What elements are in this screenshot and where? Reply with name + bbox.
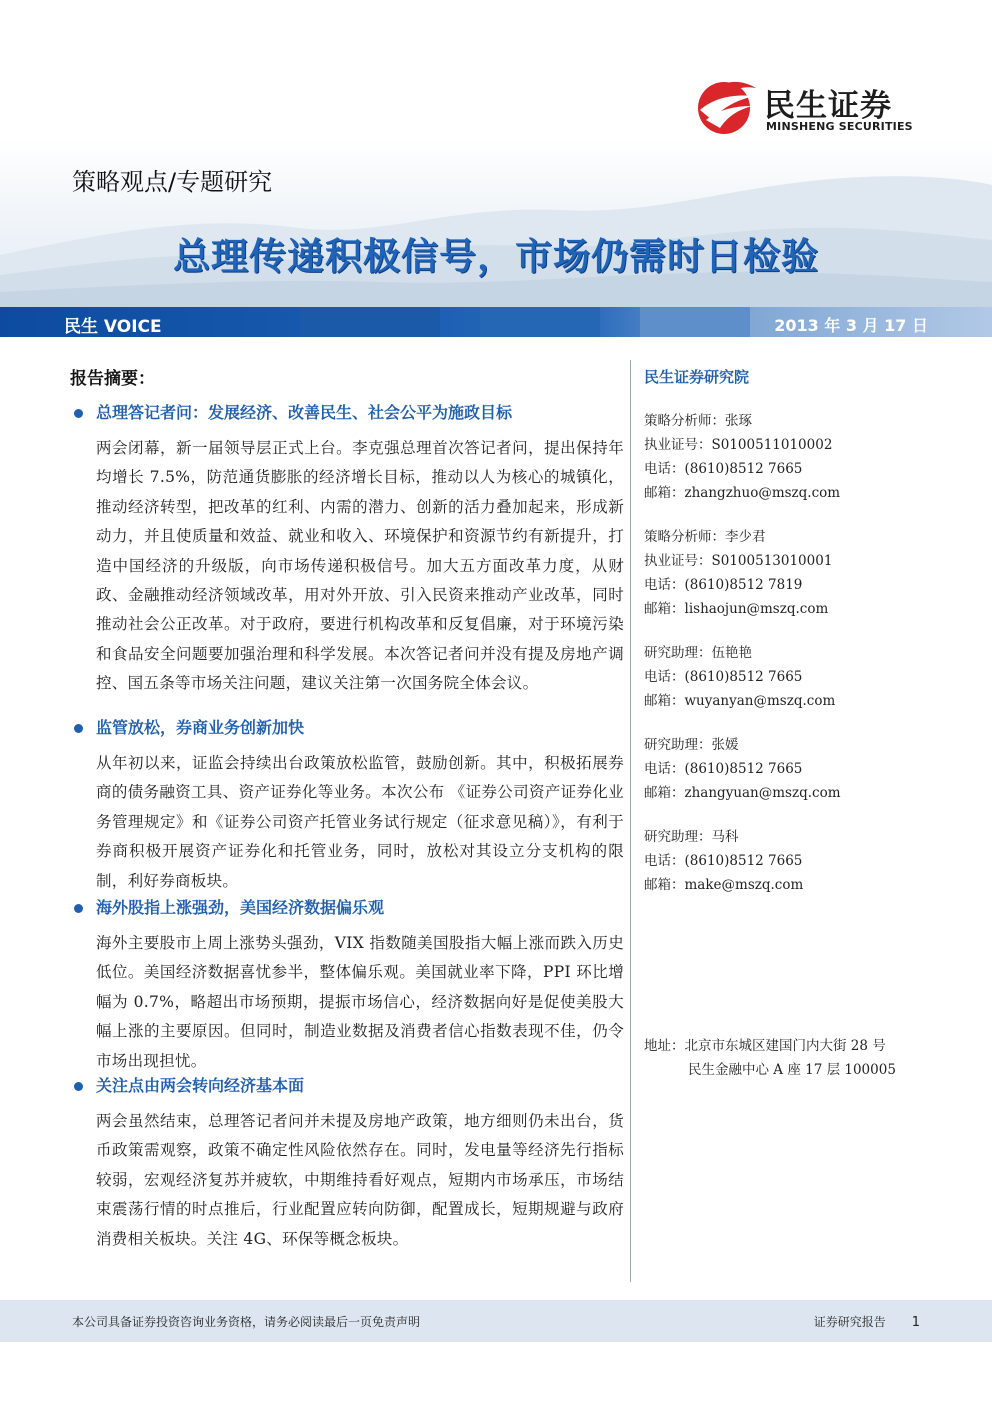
band-voice-label: 民生 VOICE — [64, 317, 162, 337]
section-body: 两会闭幕，新一届领导层正式上台。李克强总理首次答记者问，提出保持年均增长 7.5%，防范通货膨胀的经济增长目标，推动以人为核心的城镇化，推动经济转型，把改革的红利、内需的潜力、创新的活力叠加起来，形成新动力，并且使质量和效益、就业和收入、环境保护和资源节约有新提升，打造中国经济的升级版，向市场传递积极信号。加大五方面改革力度，从财政、金融推动经济领域改革，用对外开放、引入民资来推动产业改革，同时推动社会公正改革。对于政府，要进行机构改革和反复倡廉，对于环境污染和食品安全问题要加强治理和科学发展。本次答记者问并没有提及房地产调控、国五条等市场关注问题，建议关注第一次国务院全体会议。 — [96, 439, 624, 693]
section-heading: 关注点由两会转向经济基本面 — [72, 1075, 624, 1097]
footer-doc-type: 证券研究报告 — [813, 1315, 886, 1329]
bullet-icon — [74, 904, 83, 913]
section-4 — [72, 1075, 624, 1254]
analyst-phone: 电话：(8610)8512 7819 — [644, 577, 803, 593]
analyst-sidebar — [644, 366, 944, 917]
logo-name-en: MINSHENG SECURITIES — [766, 120, 913, 133]
analyst-role: 策略分析师：李少君 — [644, 529, 766, 545]
analyst-email[interactable]: 邮箱：lishaojun@mszq.com — [644, 601, 829, 617]
analyst-cert: 执业证号：S0100511010002 — [644, 437, 833, 453]
analyst-cert: 执业证号：S0100513010001 — [644, 553, 833, 569]
bullet-icon — [74, 409, 83, 418]
assistant-email[interactable]: 邮箱：wuyanyan@mszq.com — [644, 693, 836, 709]
logo-name-cn: 民生证券 — [764, 88, 892, 124]
assistant-contact — [644, 641, 944, 713]
footer-disclaimer: 本公司具备证券投资咨询业务资格，请务必阅读最后一页免责声明 — [72, 1315, 421, 1329]
company-address — [644, 1034, 896, 1082]
report-type: 策略观点/专题研究 — [72, 168, 273, 196]
analyst-role: 策略分析师：张琢 — [644, 413, 752, 429]
assistant-contact — [644, 733, 944, 805]
minsheng-logo-icon — [694, 76, 758, 136]
bullet-icon — [74, 724, 83, 733]
assistant-role: 研究助理：伍艳艳 — [644, 645, 752, 661]
report-title: 总理传递积极信号，市场仍需时日检验 — [173, 235, 819, 278]
assistant-role: 研究助理：张媛 — [644, 737, 739, 753]
company-logo — [694, 76, 924, 142]
institute-name: 民生证券研究院 — [644, 368, 750, 386]
address-line: 地址：北京市东城区建国门内大街 28 号 — [644, 1038, 886, 1054]
footer-info — [814, 1313, 920, 1330]
section-2 — [72, 717, 624, 896]
section-heading: 总理答记者问：发展经济、改善民生、社会公平为施政目标 — [72, 402, 624, 424]
abstract-title: 报告摘要： — [70, 369, 155, 389]
assistant-email[interactable]: 邮箱：make@mszq.com — [644, 877, 804, 893]
section-body: 两会虽然结束，总理答记者问并未提及房地产政策，地方细则仍未出台，货币政策需观察，政策不确定性风险依然存在。同时，发电量等经济先行指标较弱，宏观经济复苏并疲软，中期维持看好观点，短期内市场承压，市场结束震荡行情的时点推后，行业配置应转向防御，配置成长，短期规避与政府消费相关板块。关注 4G、环保等概念板块。 — [96, 1112, 624, 1248]
assistant-role: 研究助理：马科 — [644, 829, 739, 845]
section-3 — [72, 897, 624, 1076]
assistant-phone: 电话：(8610)8512 7665 — [644, 669, 803, 685]
page-number: 1 — [911, 1315, 920, 1330]
section-heading: 海外股指上涨强劲，美国经济数据偏乐观 — [72, 897, 624, 919]
analyst-phone: 电话：(8610)8512 7665 — [644, 461, 803, 477]
analyst-email[interactable]: 邮箱：zhangzhuo@mszq.com — [644, 485, 841, 501]
column-divider — [630, 360, 631, 1282]
analyst-contact — [644, 525, 944, 621]
assistant-phone: 电话：(8610)8512 7665 — [644, 853, 803, 869]
report-date: 2013 年 3 月 17 日 — [774, 316, 928, 335]
section-body: 海外主要股市上周上涨势头强劲，VIX 指数随美国股指大幅上涨而跌入历史低位。美国经济数据喜忧参半，整体偏乐观。美国就业率下降，PPI 环比增幅为 0.7%，略超出市场预期，提振市场信心，经济数据向好是促使美股大幅上涨的主要原因。但同时，制造业数据及消费者信心指数表现不佳，仍令市场出现担忧。 — [96, 934, 624, 1070]
section-body: 从年初以来，证监会持续出台政策放松监管，鼓励创新。其中，积极拓展券商的债务融资工具、资产证券化等业务。本次公布 《证券公司资产证券化业务管理规定》和《证券公司资产托管业务试行规定（征求意见稿）》，有利于券商积极开展资产证券化和托管业务，同时，放松对其设立分支机构的限制，利好券商板块。 — [96, 754, 624, 890]
analyst-contact — [644, 409, 944, 505]
assistant-phone: 电话：(8610)8512 7665 — [644, 761, 803, 777]
assistant-email[interactable]: 邮箱：zhangyuan@mszq.com — [644, 785, 841, 801]
section-1 — [72, 402, 624, 699]
section-heading: 监管放松，券商业务创新加快 — [72, 717, 624, 739]
address-line: 民生金融中心 A 座 17 层 100005 — [688, 1062, 896, 1078]
assistant-contact — [644, 825, 944, 897]
bullet-icon — [74, 1082, 83, 1091]
